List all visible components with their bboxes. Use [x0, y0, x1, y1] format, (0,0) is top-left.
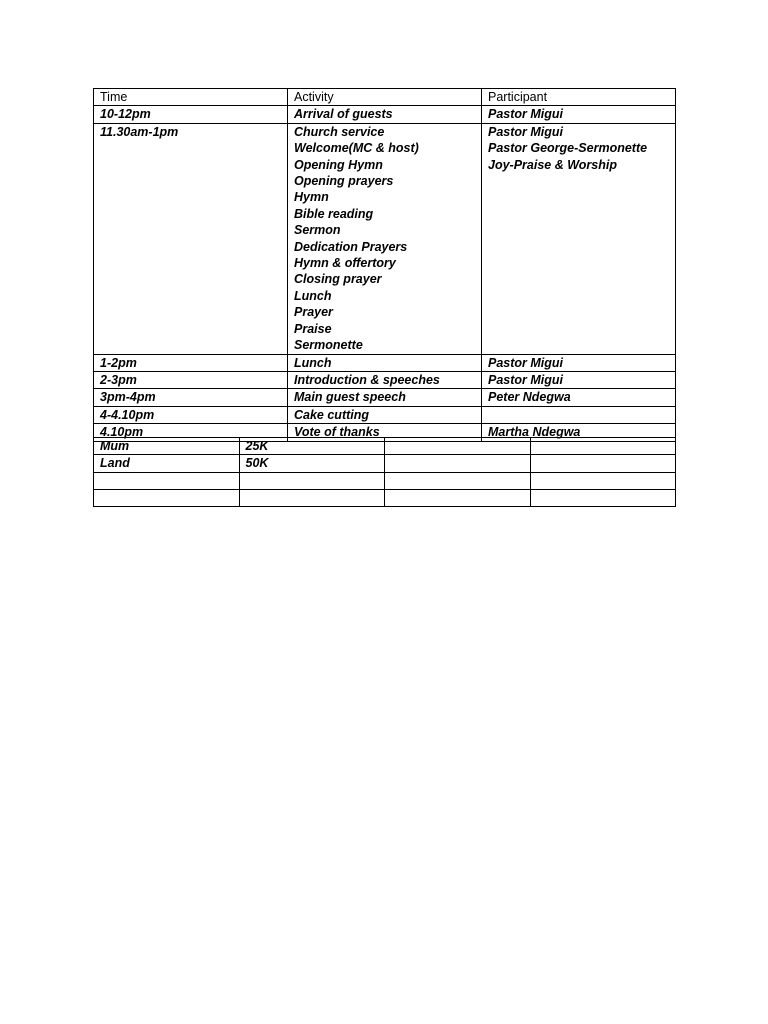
header-activity: Activity — [288, 89, 482, 106]
schedule-row — [94, 106, 676, 123]
activity-line: Sermonette — [294, 338, 363, 353]
activity-line: Hymn & offertory — [294, 256, 396, 271]
activity-line: Prayer — [294, 305, 333, 320]
budget-row — [94, 455, 676, 472]
budget-row — [94, 438, 676, 455]
activity-line: Opening prayers — [294, 174, 394, 189]
participant-cell — [482, 354, 676, 371]
participant-line: Pastor Migui — [488, 107, 564, 122]
activity-line: Opening Hymn — [294, 157, 383, 172]
activity-line: Hymn — [294, 190, 329, 205]
activity-line: Lunch — [294, 355, 332, 370]
participant-line: Peter Ndegwa — [488, 390, 571, 405]
schedule-row — [94, 354, 676, 371]
header-time: Time — [94, 89, 288, 106]
budget-row — [94, 472, 676, 489]
activity-line: Bible reading — [294, 206, 374, 221]
participant-line: Martha Ndegwa — [488, 425, 581, 440]
activity-cell — [288, 354, 482, 371]
activity-line: Main guest speech — [294, 390, 406, 405]
budget-cell — [385, 472, 531, 489]
time-cell: 2-3pm — [94, 371, 288, 388]
budget-cell: Land — [94, 455, 240, 472]
participant-cell — [482, 406, 676, 423]
activity-line: Church service — [294, 124, 385, 139]
budget-cell — [239, 472, 385, 489]
activity-line: Welcome(MC & host) — [294, 141, 419, 156]
budget-cell — [530, 489, 676, 506]
schedule-row — [94, 389, 676, 406]
time-cell: 1-2pm — [94, 354, 288, 371]
schedule-row — [94, 123, 676, 354]
header-participant: Participant — [482, 89, 676, 106]
time-cell: 4-4.10pm — [94, 406, 288, 423]
activity-line: Arrival of guests — [294, 107, 393, 122]
activity-cell — [288, 406, 482, 423]
participant-cell — [482, 106, 676, 123]
budget-cell — [94, 472, 240, 489]
budget-cell — [530, 438, 676, 455]
participant-cell — [482, 371, 676, 388]
budget-cell: 50K — [239, 455, 385, 472]
participant-line: Pastor Migui — [488, 355, 564, 370]
schedule-header-row — [94, 89, 676, 106]
schedule-row — [94, 406, 676, 423]
participant-cell — [482, 123, 676, 354]
activity-line: Vote of thanks — [294, 425, 380, 440]
activity-line: Cake cutting — [294, 407, 370, 422]
budget-cell — [385, 489, 531, 506]
activity-line: Sermon — [294, 223, 341, 238]
budget-cell — [530, 472, 676, 489]
activity-cell — [288, 371, 482, 388]
budget-cell — [530, 455, 676, 472]
budget-cell — [385, 438, 531, 455]
activity-cell — [288, 389, 482, 406]
budget-cell: Mum — [94, 438, 240, 455]
budget-row — [94, 489, 676, 506]
activity-line: Closing prayer — [294, 272, 382, 287]
participant-line: Joy-Praise & Worship — [488, 157, 617, 172]
participant-line: Pastor Migui — [488, 372, 564, 387]
schedule-table — [93, 88, 676, 442]
activity-line: Praise — [294, 321, 332, 336]
budget-table — [93, 437, 676, 507]
participant-cell — [482, 389, 676, 406]
budget-cell — [385, 455, 531, 472]
activity-cell — [288, 106, 482, 123]
time-cell: 4.10pm — [94, 424, 288, 441]
activity-line: Lunch — [294, 288, 332, 303]
budget-cell — [94, 489, 240, 506]
budget-cell: 25K — [239, 438, 385, 455]
time-cell: 3pm-4pm — [94, 389, 288, 406]
activity-line: Dedication Prayers — [294, 239, 408, 254]
time-cell: 10-12pm — [94, 106, 288, 123]
activity-cell — [288, 123, 482, 354]
budget-cell — [239, 489, 385, 506]
participant-line: Pastor Migui — [488, 124, 564, 139]
time-cell: 11.30am-1pm — [94, 123, 288, 354]
schedule-row — [94, 371, 676, 388]
activity-line: Introduction & speeches — [294, 372, 440, 387]
participant-line: Pastor George-Sermonette — [488, 141, 648, 156]
